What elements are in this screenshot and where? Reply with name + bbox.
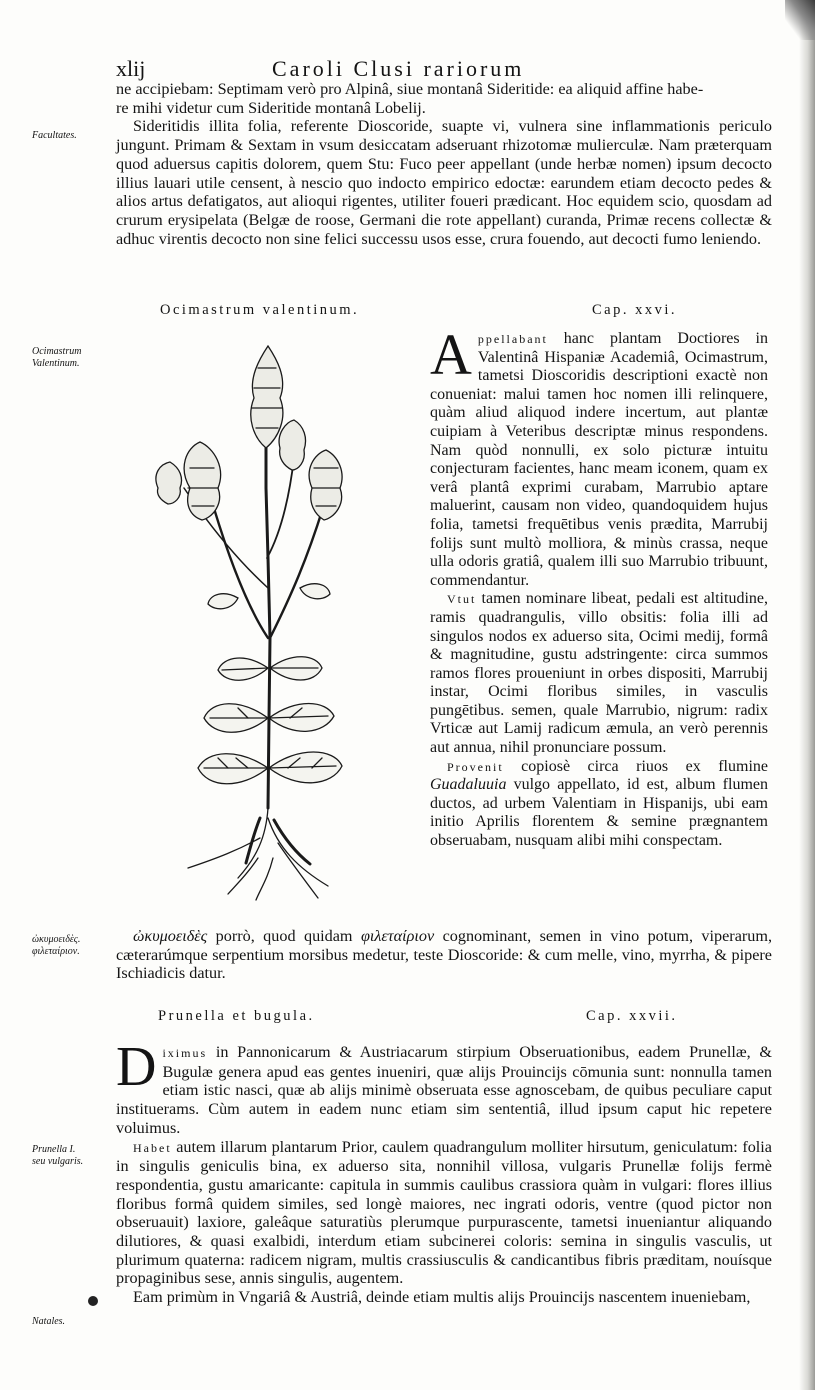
plant-woodcut-illustration	[128, 338, 420, 904]
facultates-paragraph: Sideritidis illita folia, referente Dioscoride, suapte vi, vulnera sine inflammationis periculo jungunt. Primam & Sextam in vsum desiccatam adseruant rhizotomæ mulierculæ. Nam præterquam quod aduersus capitis dolorem, quem Stu: Fuco peer appellant (unde herbæ nomen) ipsum decocto illius lauari utile censent, à nescio quo indocto empirico edoctæ: earundem etiam decocto pedes & alios artus defatigatos, aut alioqui rigentes, utiliter foueri prædicant. Hoc equidem scio, quosdam ad crurum erysipelata (Belgæ de roose, Germani die rote appellant) curanda, Primæ recens collectæ & adhuc virentis decocto non sine felici successu usos esse, crura fouendo, aut decocti fumo leniendo.	[116, 117, 772, 248]
ink-blot	[88, 1296, 98, 1306]
chapter-title: Prunella et bugula.	[158, 1008, 315, 1024]
text-line: ne accipiebam: Septimam verò pro Alpinâ, siue montanâ Sideritide: ea aliquid affine habe-	[116, 80, 704, 98]
corner-shadow	[785, 0, 815, 40]
chapter-number: Cap. xxvi.	[592, 302, 678, 318]
drop-cap: A	[430, 322, 472, 387]
chapter-number: Cap. xxvii.	[586, 1008, 678, 1024]
margin-note-line: Valentinum.	[32, 358, 80, 369]
lead-word: Vtut	[447, 592, 477, 607]
paragraph-text: copiosè circa riuos ex flumine	[503, 757, 768, 775]
page-number: xlij	[116, 56, 146, 81]
margin-note-line: φιλεταίριον.	[32, 946, 80, 957]
chapter26-right-column	[430, 322, 768, 851]
paragraph-text: hanc plantam Doctiores in Valentinâ Hispaniæ Academiâ, Ocimastrum, tametsi Dioscoridis descriptioni exactè non conueniat: malui tamen hoc nomen illi relinquere, quàm aliud aliquod indere incertum, aut plantæ cuipiam à Veteribus descriptæ minus respondens. Nam quòd nonnulli, ex solo picturæ intuitu conjecturam facientes, hanc meam iconem, quam ex verâ plantâ exprimi curabam, Marrubio aptare maluerint, causam non video, quandoquidem hujus folia, tametsi frequētibus venis prædita, Marrubij folijs sunt multò molliora, & minùs crassa, neque ulla odoris gratiâ, qualem illi suo Marrubio tribuunt, commendantur.	[430, 330, 768, 589]
running-title: Caroli Clusi rariorum	[272, 56, 525, 81]
margin-note-line: seu vulgaris.	[32, 1156, 84, 1167]
margin-note-line: Prunella I.	[32, 1144, 76, 1155]
drop-cap: D	[116, 1036, 157, 1098]
chapter-title: Ocimastrum valentinum.	[160, 302, 360, 318]
chapter26-paragraph-3	[430, 758, 768, 851]
top-text-block	[116, 80, 772, 248]
chapter27-paragraph-1	[116, 1036, 772, 1138]
margin-note-line: Ocimastrum	[32, 346, 82, 357]
margin-note-prunella	[32, 1144, 83, 1168]
paragraph-text: in Pannonicarum & Austriacarum stirpium Obseruationibus, eadem Prunellæ, & Bugulæ genera apud eas gentes inueniri, quæ alijs Prouincijs cōmunia sunt: nonnulla tamen etiam istic nasci, quæ ab alijs minimè obseruata esse agnoscebam, de quibus peculiare caput instituerams. Cùm autem in eadem nunc etiam sim sententiâ, illud ipsum caput hic repetere voluimus.	[116, 1043, 772, 1137]
paragraph-text: cognominant, semen in vino potum, viperarum, cæterarúmque serpentium morsibus medetur, teste Dioscoride: & cum melle, vino, myrrha, & pipere Ischiadicis datur.	[116, 927, 772, 983]
chapter27-paragraph-3: Eam primùm in Vngariâ & Austriâ, deinde etiam multis alijs Prouincijs nascentem inueniebam,	[133, 1288, 751, 1307]
lead-word: Habet	[133, 1140, 172, 1155]
page-edge-shadow	[799, 0, 815, 1390]
chapter27-paragraph-2	[116, 1138, 772, 1289]
paragraph-text: porrò, quod quidam	[207, 927, 361, 945]
lead-word: ppellabant	[477, 332, 548, 346]
paragraph-text: autem illarum plantarum Prior, caulem quadrangulum molliter hirsutum, geniculatum: folia in singulis geniculis bina, ex aduerso sita, nonnihil villosa, vulgaris Prunellæ folijs fermè respondentia, gustu amaricante: capitula in summis caulibus crassiora quàm in vulgari: flores illius floribus formâ quidem similes, sed longè maiores, nec ingrati odoris, ventre (quod pictor non obseruauit) laxiore, galeâque saturatiùs plerumque purpurascente, tametsi inueniantur aliquando dilutiores, & quasi exalbidi, interdum etiam subcinerei coloris: semina in singulis vasculis, ut plurimum quaterna: radicem nigram, multis crassiusculis & candicantibus fibris præditam, nouísque propaginibus sese, annis singulis, augentem.	[116, 1137, 772, 1288]
text-line: re mihi videtur cum Sideritide montanâ Lobelij.	[116, 98, 426, 117]
greek-word: φιλεταίριον	[360, 927, 435, 945]
place-name: Guadaluuia	[430, 776, 507, 794]
margin-note-natales: Natales.	[32, 1316, 66, 1327]
greek-name-paragraph	[116, 927, 772, 983]
chapter26-paragraph-1	[430, 322, 768, 590]
margin-note-greek	[32, 934, 80, 958]
margin-note-facultates: Facultates.	[32, 130, 77, 141]
margin-note-ocimastrum	[32, 346, 81, 370]
margin-note-line: ὠκυμοειδὲς.	[32, 934, 81, 945]
lead-word: iximus	[162, 1046, 208, 1060]
lead-word: Provenit	[447, 759, 504, 774]
greek-word: ὠκυμοειδὲς	[133, 927, 208, 945]
chapter27-text-block	[116, 1036, 772, 1307]
paragraph-text: vulgo appellato, id est, album flumen ductos, ad urbem Valentiam in Hispanijs, ubi eam initio Aprilis florentem & semine prægnantem obseruabam, nusquam alibi mihi conspectam.	[430, 776, 768, 850]
chapter26-paragraph-2	[430, 590, 768, 757]
paragraph-text: tamen nominare libeat, pedali est altitudine, ramis quadrangulis, villo obsitis: folia illi ad singulos nodos ex aduerso sita, Ocimi medij, formâ & magnitudine, gustu adstringente: circa summos ramos flores proueniunt in orbes dispositi, Marrubij instar, Ocimi floribus similes, in vasculis pungētibus. semen, quale Marrubio, nigrum: radix Vrticæ aut Lamij radicum æmula, an verò perennis aut annua, nihil pronunciare possum.	[430, 590, 768, 757]
